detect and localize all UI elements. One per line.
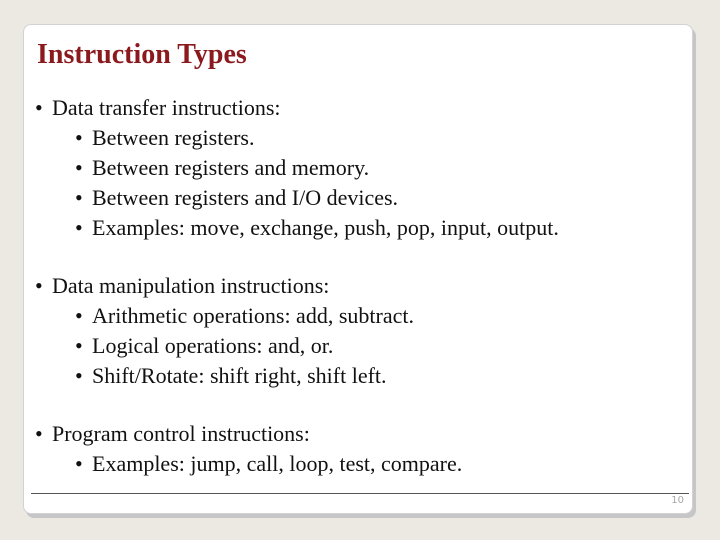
section-data-manipulation [35, 271, 559, 391]
bullet-icon: • [35, 95, 43, 120]
slide [23, 24, 693, 514]
list-item [35, 183, 559, 213]
list-item [35, 213, 559, 243]
list-item-text: Shift/Rotate: shift right, shift left. [92, 363, 387, 388]
bullet-icon: • [75, 303, 83, 328]
bullet-icon: • [75, 333, 83, 358]
bullet-icon: • [35, 273, 43, 298]
slide-content [35, 93, 559, 479]
list-item-text: Between registers and memory. [92, 155, 370, 180]
section-heading [35, 271, 559, 301]
section-heading-text: Data manipulation instructions: [52, 273, 330, 298]
list-item-text: Between registers. [92, 125, 255, 150]
list-item-text: Examples: move, exchange, push, pop, input, output. [92, 215, 559, 240]
list-item-text: Examples: jump, call, loop, test, compare. [92, 451, 463, 476]
section-heading-text: Data transfer instructions: [52, 95, 281, 120]
list-item-text: Logical operations: and, or. [92, 333, 334, 358]
section-heading-text: Program control instructions: [52, 421, 310, 446]
bullet-icon: • [75, 451, 83, 476]
bullet-icon: • [75, 125, 83, 150]
section-data-transfer [35, 93, 559, 243]
bullet-icon: • [35, 421, 43, 446]
list-item [35, 123, 559, 153]
page-number: 10 [671, 495, 684, 506]
section-heading [35, 93, 559, 123]
list-item-text: Arithmetic operations: add, subtract. [92, 303, 414, 328]
list-item [35, 331, 559, 361]
list-item [35, 153, 559, 183]
section-heading [35, 419, 559, 449]
list-item [35, 301, 559, 331]
list-item-text: Between registers and I/O devices. [92, 185, 399, 210]
slide-title: Instruction Types [37, 39, 247, 70]
footer-divider [31, 493, 689, 494]
list-item [35, 449, 559, 479]
bullet-icon: • [75, 155, 83, 180]
list-item [35, 361, 559, 391]
bullet-icon: • [75, 363, 83, 388]
section-program-control [35, 419, 559, 479]
bullet-icon: • [75, 185, 83, 210]
bullet-icon: • [75, 215, 83, 240]
